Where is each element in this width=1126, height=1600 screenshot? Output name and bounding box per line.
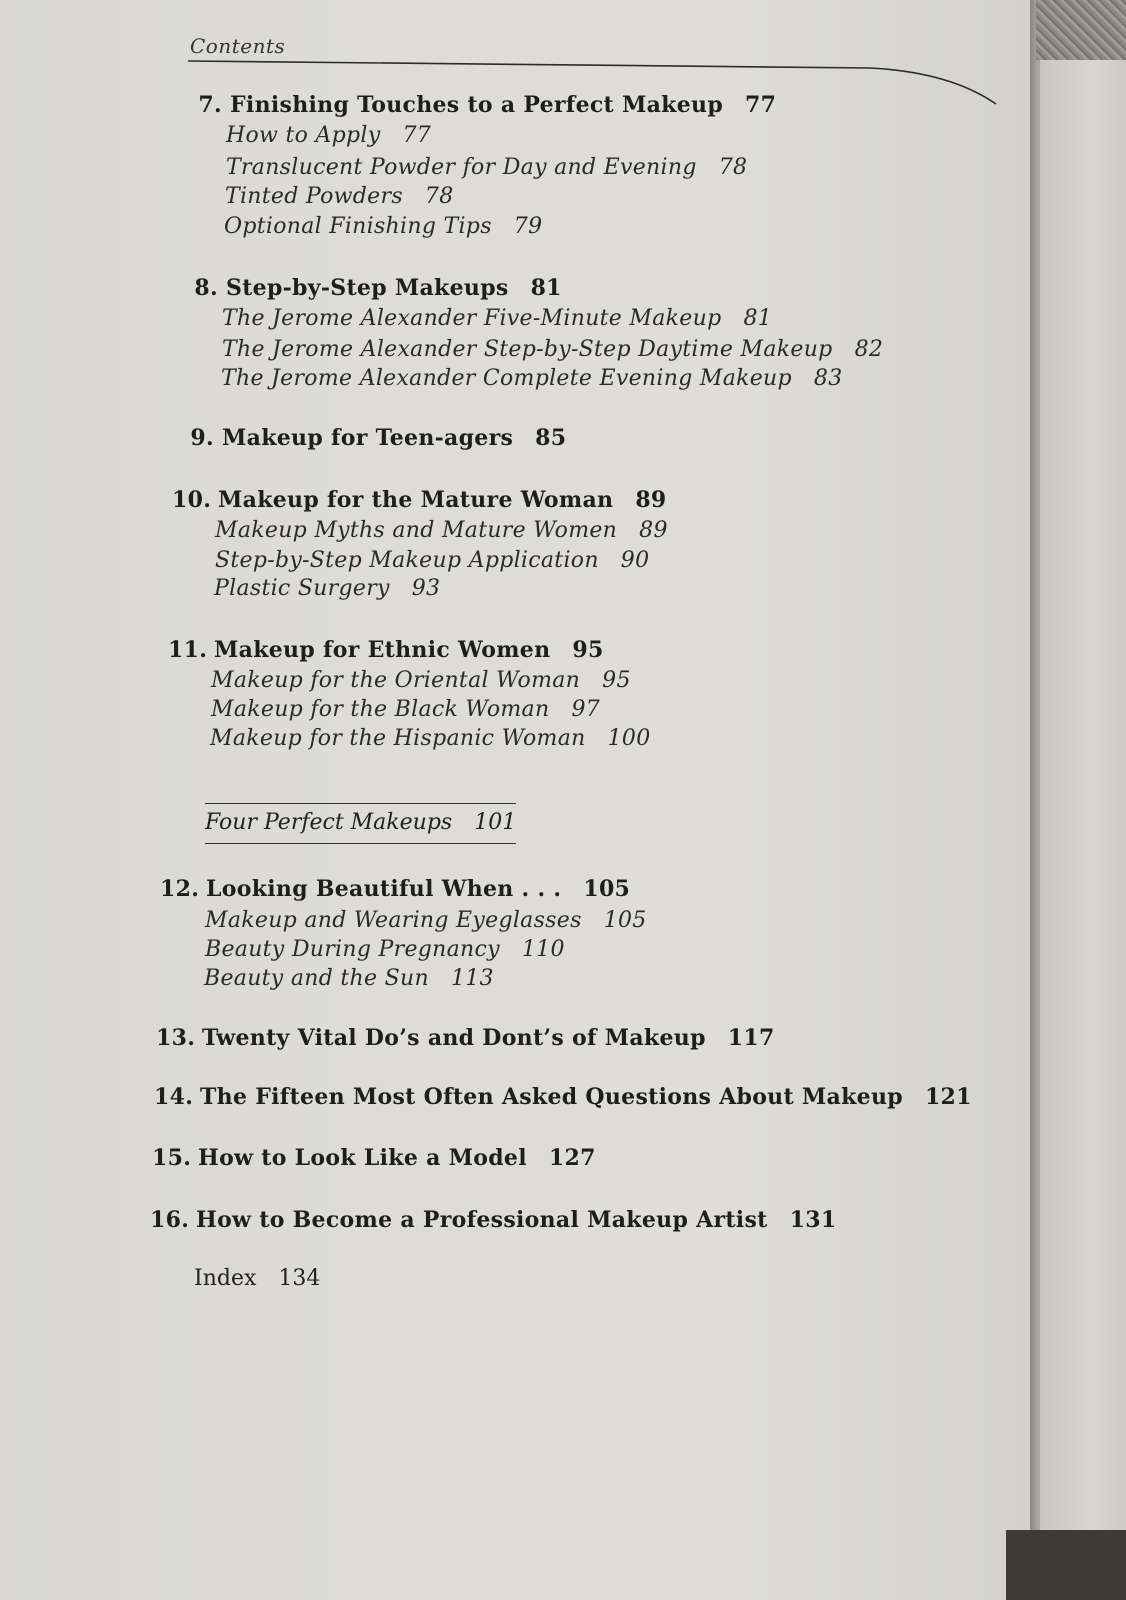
chapter-title: Makeup for Teen-agers xyxy=(222,425,514,451)
chapter-title: Finishing Touches to a Perfect Makeup xyxy=(230,92,724,118)
insert-page: 101 xyxy=(474,810,517,835)
toc-subentry xyxy=(226,155,747,180)
subentry-title: The Jerome Alexander Five-Minute Makeup xyxy=(222,306,722,331)
chapter-page: 85 xyxy=(535,425,567,451)
chapter-title: Makeup for the Mature Woman xyxy=(218,487,614,513)
toc-chapter-15 xyxy=(152,1145,596,1171)
chapter-page: 95 xyxy=(572,637,604,663)
subentry-page: 100 xyxy=(607,726,651,751)
toc-chapter-13 xyxy=(156,1025,775,1051)
subentry-page: 93 xyxy=(411,576,441,601)
chapter-page: 131 xyxy=(789,1207,837,1233)
chapter-number: 11. xyxy=(168,637,208,663)
subentry-title: Step-by-Step Makeup Application xyxy=(215,548,599,573)
chapter-page: 117 xyxy=(727,1025,775,1051)
subentry-title: Optional Finishing Tips xyxy=(224,214,492,239)
subentry-page: 77 xyxy=(402,123,432,148)
running-head: Contents xyxy=(190,34,286,58)
subentry-page: 95 xyxy=(602,668,631,693)
subentry-page: 90 xyxy=(620,548,650,573)
subentry-page: 78 xyxy=(424,184,454,209)
toc-subentry xyxy=(226,123,431,148)
toc-index xyxy=(194,1266,320,1291)
subentry-title: Makeup for the Black Woman xyxy=(211,697,550,722)
toc-subentry xyxy=(215,548,649,573)
chapter-number: 9. xyxy=(190,425,214,451)
chapter-page: 127 xyxy=(548,1145,596,1171)
chapter-title: The Fifteen Most Often Asked Questions About Makeup xyxy=(200,1084,903,1110)
subentry-title: Makeup and Wearing Eyeglasses xyxy=(205,908,582,933)
shadow-corner xyxy=(1006,1530,1126,1600)
subentry-title: Plastic Surgery xyxy=(214,576,390,601)
toc-subentry xyxy=(211,668,631,693)
chapter-title: How to Look Like a Model xyxy=(198,1145,527,1171)
subentry-title: How to Apply xyxy=(226,123,381,148)
subentry-title: Makeup for the Hispanic Woman xyxy=(210,726,586,751)
subentry-page: 110 xyxy=(521,937,565,962)
toc-chapter-11 xyxy=(168,637,604,663)
index-page: 134 xyxy=(278,1266,321,1291)
chapter-number: 14. xyxy=(154,1084,194,1110)
chapter-title: Looking Beautiful When . . . xyxy=(206,876,562,902)
chapter-number: 13. xyxy=(156,1025,196,1051)
subentry-page: 97 xyxy=(571,697,601,722)
chapter-title: How to Become a Professional Makeup Artist xyxy=(196,1207,768,1233)
toc-subentry xyxy=(222,337,883,362)
background-surface xyxy=(1036,0,1126,60)
chapter-number: 7. xyxy=(198,92,222,118)
chapter-number: 10. xyxy=(172,487,212,513)
subentry-title: Beauty During Pregnancy xyxy=(205,937,500,962)
toc-subentry xyxy=(221,366,843,391)
toc-subentry xyxy=(205,937,565,962)
index-title: Index xyxy=(194,1266,257,1291)
toc-chapter-12 xyxy=(160,876,630,902)
subentry-title: Tinted Powders xyxy=(225,184,403,209)
chapter-title: Makeup for Ethnic Women xyxy=(214,637,551,663)
toc-chapter-7 xyxy=(184,92,776,118)
chapter-title: Step-by-Step Makeups xyxy=(226,275,509,301)
next-page-strip xyxy=(1040,55,1126,1535)
chapter-number: 8. xyxy=(194,275,218,301)
toc-chapter-16 xyxy=(150,1207,836,1233)
chapter-page: 77 xyxy=(745,92,777,118)
chapter-number: 16. xyxy=(150,1207,190,1233)
toc-chapter-8 xyxy=(180,275,562,301)
subentry-title: Makeup for the Oriental Woman xyxy=(211,668,581,693)
subentry-page: 83 xyxy=(813,366,843,391)
subentry-page: 79 xyxy=(513,214,543,239)
chapter-number: 12. xyxy=(160,876,200,902)
chapter-page: 81 xyxy=(530,275,562,301)
chapter-page: 105 xyxy=(583,876,631,902)
toc-subentry xyxy=(214,576,440,601)
toc-subentry xyxy=(225,184,454,209)
subentry-title: The Jerome Alexander Complete Evening Makeup xyxy=(221,366,792,391)
chapter-page: 121 xyxy=(924,1084,972,1110)
subentry-page: 105 xyxy=(603,908,647,933)
chapter-number: 15. xyxy=(152,1145,192,1171)
subentry-page: 78 xyxy=(718,155,748,180)
toc-subentry xyxy=(205,908,647,933)
subentry-title: Makeup Myths and Mature Women xyxy=(215,518,618,543)
subentry-title: The Jerome Alexander Step-by-Step Daytime Makeup xyxy=(222,337,833,362)
chapter-page: 89 xyxy=(635,487,667,513)
toc-chapter-10 xyxy=(172,487,667,513)
toc-subentry xyxy=(204,966,494,991)
subentry-title: Translucent Powder for Day and Evening xyxy=(226,155,697,180)
toc-chapter-14 xyxy=(154,1084,972,1110)
toc-subentry xyxy=(211,697,600,722)
subentry-page: 81 xyxy=(743,306,773,331)
toc-subentry xyxy=(215,518,668,543)
toc-subentry xyxy=(222,306,772,331)
toc-subentry xyxy=(210,726,651,751)
subentry-page: 113 xyxy=(450,966,494,991)
toc-insert-four-perfect-makeups xyxy=(205,803,516,844)
subentry-page: 89 xyxy=(639,518,668,543)
subentry-page: 82 xyxy=(854,337,884,362)
chapter-title: Twenty Vital Do’s and Dont’s of Makeup xyxy=(202,1025,706,1051)
subentry-title: Beauty and the Sun xyxy=(204,966,429,991)
toc-subentry xyxy=(224,214,542,239)
facing-page-edge xyxy=(1030,0,1126,1600)
insert-title: Four Perfect Makeups xyxy=(205,810,453,835)
toc-chapter-9 xyxy=(176,425,566,451)
